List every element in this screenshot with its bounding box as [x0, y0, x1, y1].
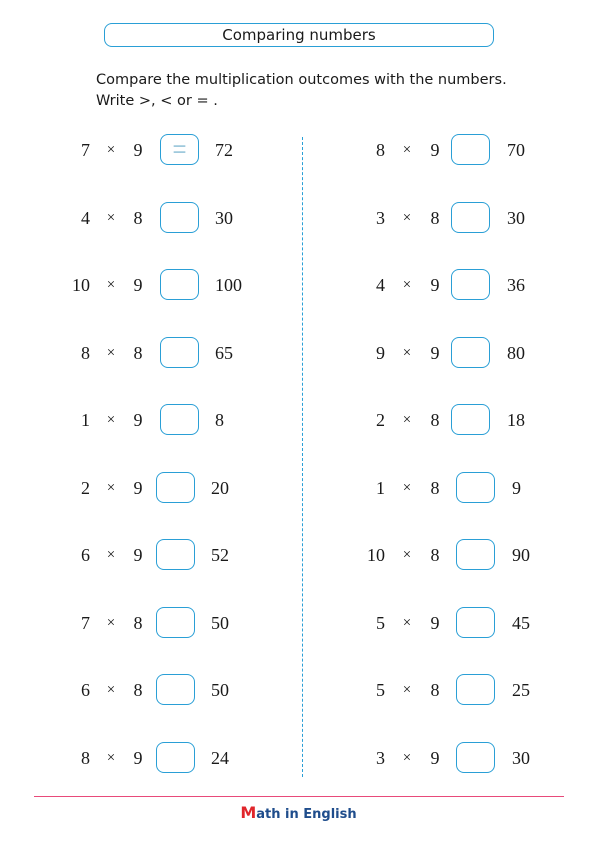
times-symbol: × — [106, 277, 116, 293]
comparison-number: 72 — [215, 140, 233, 160]
answer-box[interactable] — [456, 607, 495, 638]
comparison-number: 100 — [215, 275, 242, 295]
comparison-number: 18 — [507, 410, 525, 430]
multiplier: 9 — [133, 410, 143, 430]
multiplicand: 8 — [376, 140, 385, 160]
brand-logo — [0, 803, 597, 822]
answer-box[interactable] — [456, 674, 495, 705]
multiplicand: 2 — [376, 410, 385, 430]
multiplier: 9 — [430, 748, 440, 768]
problem-row — [0, 201, 597, 235]
multiplier: 8 — [133, 680, 143, 700]
multiplier: 9 — [133, 478, 143, 498]
times-symbol: × — [402, 480, 412, 496]
comparison-number: 52 — [211, 545, 229, 565]
multiplier: 8 — [430, 545, 440, 565]
multiplicand: 2 — [81, 478, 90, 498]
answer-box[interactable] — [456, 742, 495, 773]
comparison-number: 9 — [512, 478, 521, 498]
instructions — [96, 70, 566, 112]
problem-row — [0, 268, 597, 302]
multiplicand: 5 — [376, 680, 385, 700]
multiplier: 9 — [430, 613, 440, 633]
multiplier: 8 — [430, 478, 440, 498]
times-symbol: × — [106, 615, 116, 631]
multiplicand: 6 — [81, 680, 90, 700]
times-symbol: × — [106, 750, 116, 766]
multiplier: 9 — [133, 545, 143, 565]
multiplier: 9 — [430, 140, 440, 160]
times-symbol: × — [402, 345, 412, 361]
worksheet-title: Comparing numbers — [104, 23, 494, 47]
problem-row — [0, 673, 597, 707]
comparison-number: 25 — [512, 680, 530, 700]
comparison-number: 80 — [507, 343, 525, 363]
times-symbol: × — [106, 412, 116, 428]
problem-row — [0, 606, 597, 640]
times-symbol: × — [402, 750, 412, 766]
multiplicand: 6 — [81, 545, 90, 565]
multiplicand: 1 — [81, 410, 90, 430]
answer-box[interactable] — [456, 472, 495, 503]
answer-box[interactable] — [451, 269, 490, 300]
times-symbol: × — [402, 682, 412, 698]
multiplier: 8 — [430, 680, 440, 700]
multiplier: 8 — [133, 208, 143, 228]
multiplier: 9 — [430, 343, 440, 363]
multiplicand: 7 — [81, 613, 90, 633]
comparison-number: 50 — [211, 680, 229, 700]
comparison-number: 36 — [507, 275, 525, 295]
brand-name: ath in English — [256, 807, 357, 822]
comparison-number: 20 — [211, 478, 229, 498]
comparison-number: 45 — [512, 613, 530, 633]
times-symbol: × — [106, 682, 116, 698]
multiplicand: 8 — [81, 748, 90, 768]
problem-row — [0, 403, 597, 437]
brand-initial: M — [240, 803, 257, 822]
problem-row — [0, 741, 597, 775]
comparison-number: 65 — [215, 343, 233, 363]
answer-box[interactable] — [456, 539, 495, 570]
multiplicand: 4 — [376, 275, 385, 295]
multiplier: 8 — [430, 208, 440, 228]
multiplicand: 3 — [376, 748, 385, 768]
multiplicand: 8 — [81, 343, 90, 363]
multiplicand: 10 — [72, 275, 90, 295]
multiplier: 8 — [133, 343, 143, 363]
multiplier: 9 — [133, 748, 143, 768]
problem-row — [0, 538, 597, 572]
times-symbol: × — [402, 547, 412, 563]
comparison-number: 30 — [512, 748, 530, 768]
times-symbol: × — [106, 142, 116, 158]
problem-row — [0, 133, 597, 167]
comparison-number: 70 — [507, 140, 525, 160]
times-symbol: × — [106, 480, 116, 496]
comparison-number: 90 — [512, 545, 530, 565]
multiplier: 9 — [133, 275, 143, 295]
times-symbol: × — [402, 412, 412, 428]
answer-box[interactable]: = — [160, 134, 199, 165]
times-symbol: × — [402, 277, 412, 293]
times-symbol: × — [106, 345, 116, 361]
multiplier: 9 — [133, 140, 143, 160]
problem-row — [0, 336, 597, 370]
times-symbol: × — [106, 547, 116, 563]
answer-box[interactable] — [451, 134, 490, 165]
multiplicand: 7 — [81, 140, 90, 160]
instructions-line-2: Write >, < or = . — [96, 93, 218, 109]
multiplier: 9 — [430, 275, 440, 295]
times-symbol: × — [106, 210, 116, 226]
footer-divider — [34, 796, 564, 797]
multiplicand: 9 — [376, 343, 385, 363]
comparison-number: 30 — [215, 208, 233, 228]
times-symbol: × — [402, 615, 412, 631]
comparison-number: 30 — [507, 208, 525, 228]
multiplier: 8 — [133, 613, 143, 633]
comparison-number: 8 — [215, 410, 224, 430]
comparison-number: 24 — [211, 748, 229, 768]
answer-box[interactable] — [451, 202, 490, 233]
multiplicand: 5 — [376, 613, 385, 633]
comparison-number: 50 — [211, 613, 229, 633]
multiplier: 8 — [430, 410, 440, 430]
answer-box[interactable] — [451, 337, 490, 368]
multiplicand: 4 — [81, 208, 90, 228]
problem-row — [0, 471, 597, 505]
multiplicand: 3 — [376, 208, 385, 228]
multiplicand: 10 — [367, 545, 385, 565]
answer-box[interactable] — [451, 404, 490, 435]
instructions-line-1: Compare the multiplication outcomes with the numbers. — [96, 72, 507, 88]
times-symbol: × — [402, 210, 412, 226]
multiplicand: 1 — [376, 478, 385, 498]
times-symbol: × — [402, 142, 412, 158]
